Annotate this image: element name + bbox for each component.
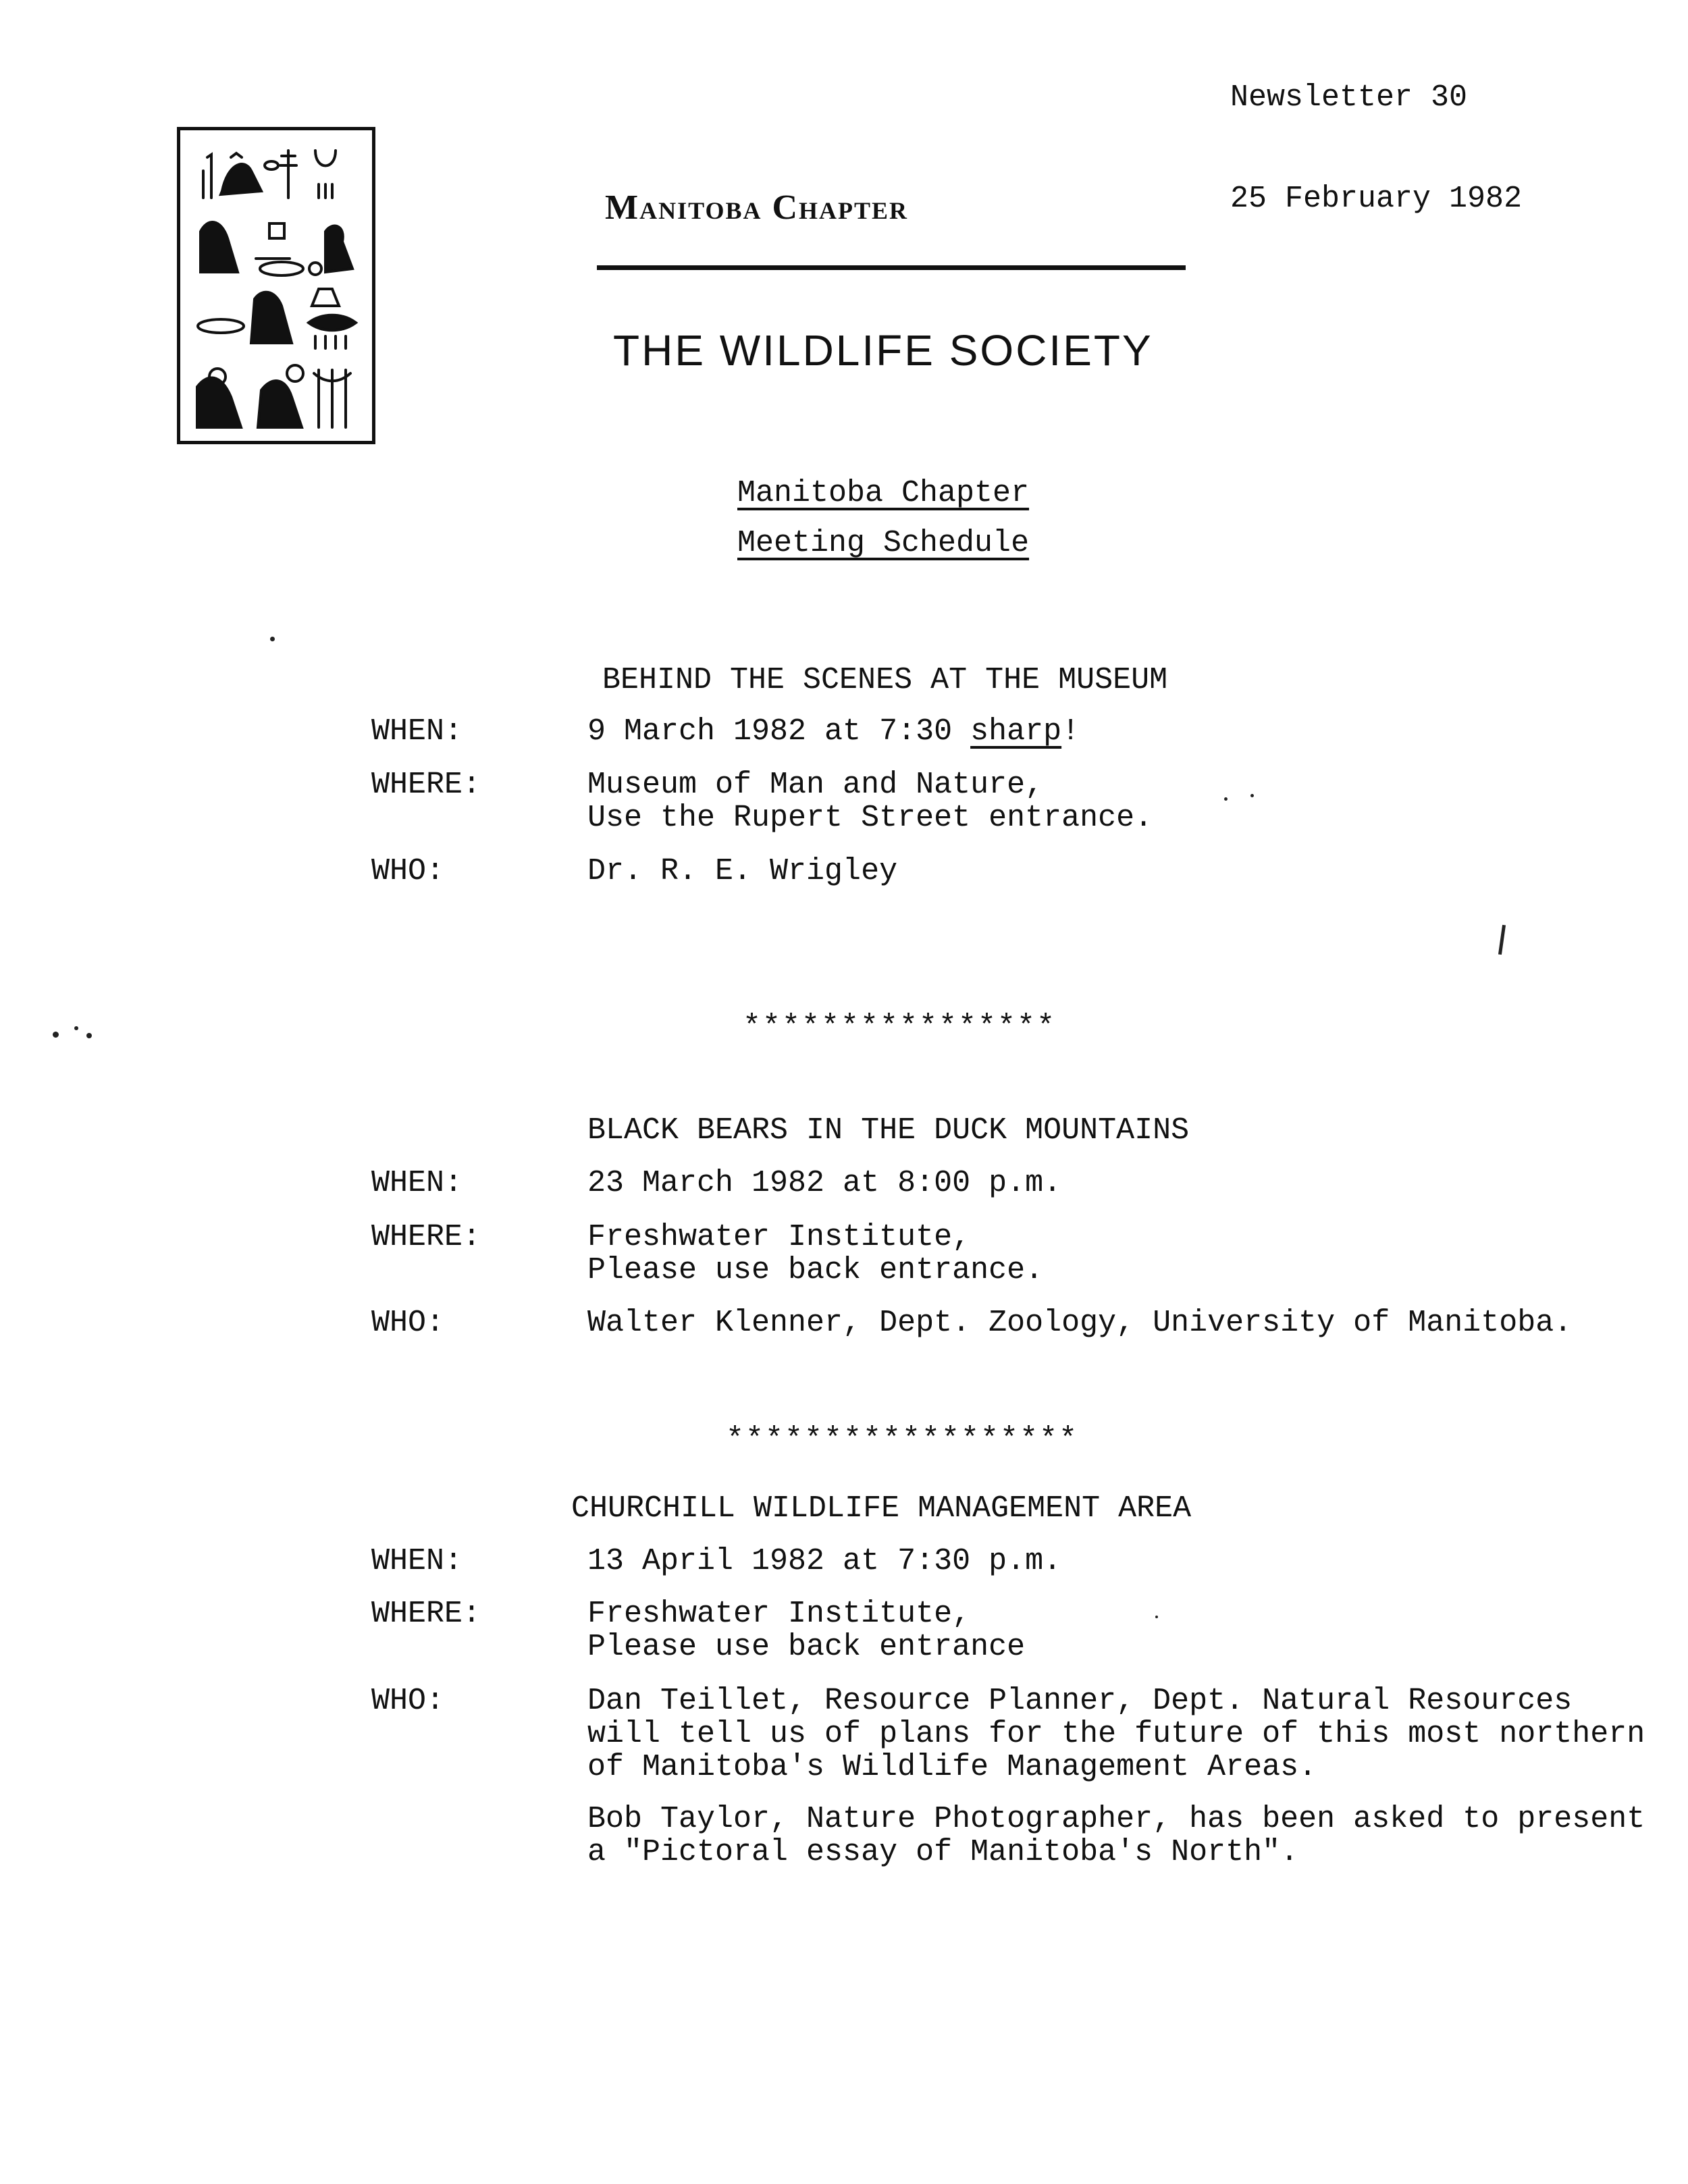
scan-dot xyxy=(86,1033,92,1038)
separator-2: ****************** xyxy=(726,1422,1079,1457)
hieroglyph-emblem-icon xyxy=(177,127,375,444)
event-3-note-line2: a "Pictoral essay of Manitoba's North". xyxy=(587,1835,1299,1869)
event-2-when-value: 23 March 1982 at 8:00 p.m. xyxy=(587,1166,1062,1200)
event-1-when-suffix: ! xyxy=(1061,714,1080,749)
event-3-note-line1: Bob Taylor, Nature Photographer, has been asked to present xyxy=(587,1802,1645,1836)
scan-dot xyxy=(1224,797,1228,801)
newsletter-date: 25 February 1982 xyxy=(1230,182,1523,216)
event-3-who-line2: will tell us of plans for the future of this most northern xyxy=(587,1717,1645,1751)
event-3-who-label: WHO: xyxy=(371,1684,445,1718)
event-2-where-line2: Please use back entrance. xyxy=(587,1253,1044,1287)
event-1-where-label: WHERE: xyxy=(371,768,481,802)
scan-dot xyxy=(74,1026,78,1030)
hieroglyph-glyphs xyxy=(180,130,372,441)
newsletter-info xyxy=(1230,14,1522,250)
scan-dot xyxy=(53,1032,59,1038)
event-3-title: CHURCHILL WILDLIFE MANAGEMENT AREA xyxy=(571,1491,1192,1526)
event-2-who-label: WHO: xyxy=(371,1306,445,1340)
event-2-where-label: WHERE: xyxy=(371,1220,481,1254)
separator-1: **************** xyxy=(743,1010,1057,1044)
event-1-when-value xyxy=(587,715,1080,749)
newsletter-number: Newsletter 30 xyxy=(1230,80,1468,115)
event-3-where-label: WHERE: xyxy=(371,1597,481,1631)
event-1-when-text: 9 March 1982 at 7:30 xyxy=(587,714,971,749)
event-3-who-line3: of Manitoba's Wildlife Management Areas. xyxy=(587,1750,1317,1784)
event-1-when-emphasis: sharp xyxy=(970,714,1062,749)
event-2-who-line1: Walter Klenner, Dept. Zoology, University of Manitoba. xyxy=(587,1306,1573,1340)
schedule-heading-line1: Manitoba Chapter xyxy=(737,476,1030,510)
event-1-when-label: WHEN: xyxy=(371,714,463,749)
event-2-title: BLACK BEARS IN THE DUCK MOUNTAINS xyxy=(587,1113,1190,1148)
event-3-where-line2: Please use back entrance xyxy=(587,1630,1026,1664)
event-2-where-line1: Freshwater Institute, xyxy=(587,1220,971,1254)
event-3-when-value: 13 April 1982 at 7:30 p.m. xyxy=(587,1544,1062,1578)
event-1-where-line1: Museum of Man and Nature, xyxy=(587,768,1044,802)
schedule-heading-line2: Meeting Schedule xyxy=(737,526,1030,560)
event-1-who-line1: Dr. R. E. Wrigley xyxy=(587,854,898,888)
event-3-where-line1: Freshwater Institute, xyxy=(587,1597,971,1631)
event-3-when-label: WHEN: xyxy=(371,1544,463,1578)
scan-dot xyxy=(1250,794,1254,797)
event-1-title: BEHIND THE SCENES AT THE MUSEUM xyxy=(602,663,1168,697)
scan-mark xyxy=(1498,925,1506,955)
chapter-title: Manitoba Chapter xyxy=(605,188,909,227)
scan-dot xyxy=(1155,1616,1158,1618)
header-rule xyxy=(597,265,1186,270)
event-1-who-label: WHO: xyxy=(371,854,445,888)
event-3-who-line1: Dan Teillet, Resource Planner, Dept. Natural Resources xyxy=(587,1684,1573,1718)
event-2-when-label: WHEN: xyxy=(371,1166,463,1200)
event-1-where-line2: Use the Rupert Street entrance. xyxy=(587,801,1153,835)
society-title: THE WILDLIFE SOCIETY xyxy=(613,326,1153,375)
scan-dot xyxy=(270,637,275,641)
